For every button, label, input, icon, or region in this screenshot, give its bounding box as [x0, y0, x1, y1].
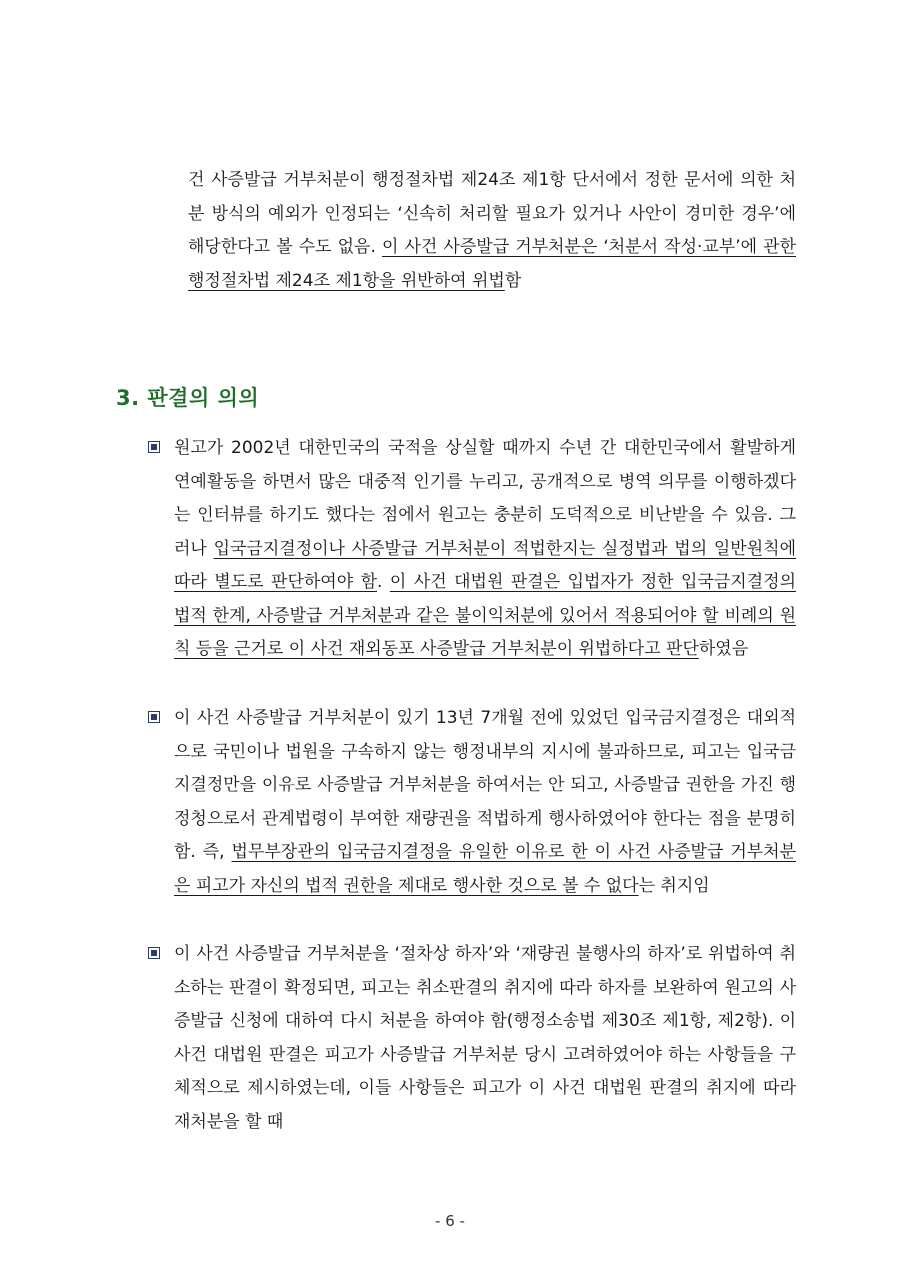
paragraph-text: 함	[504, 270, 522, 291]
square-bullet-icon	[148, 947, 160, 959]
square-bullet-icon	[148, 711, 160, 723]
underlined-text: 법무부장관의 입국금지결정을 유일한 이유로 한 이 사건 사증발급 거부처분은 피고가 자신의 법적 권한을 제대로 행사한 것으로 볼 수 없다	[174, 842, 797, 896]
paragraph-text: 건 사증발급 거부처분이 행정절차법 제24조 제1항 단서에서 정한 문서에 의한 처분 방식의 예외가 인정되는 ‘신속히 처리할 필요가 있거나 사안이 경미한 경우’에 해당한다고 볼 수도 없음.	[188, 170, 796, 257]
underlined-text: 입국금지결정이나 사증발급 거부처분이 적법한지는 실정법과 법의 일반원칙에 따라 별도로 판단하여야 함	[174, 538, 796, 592]
bullet-text	[174, 702, 796, 903]
page-number: - 6 -	[435, 1212, 465, 1230]
bullet-item	[148, 938, 796, 1139]
bullet-item	[148, 702, 796, 903]
paragraph-text: 이 사건 사증발급 거부처분이 있기 13년 7개월 전에 있었던 입국금지결정은 대외적으로 국민이나 법원을 구속하지 않는 행정내부의 지시에 불과하므로, 피고는 입국금지결정만을 이유로 사증발급 거부처분을 하여서는 안 되고, 사증발급 권한을 가진 행정청으로서 관계법령이 부여한 재량권을 적법하게 행사하였어야 한다는 점을 분명히 함. 즉,	[174, 708, 796, 862]
bullet-text	[174, 938, 796, 1139]
underlined-text: 이 사건 사증발급 거부처분은 ‘처분서 작성·교부’에 관한 행정절차법 제24조 제1항을 위반하여 위법	[188, 237, 796, 291]
bullet-item	[148, 432, 796, 667]
bullet-text	[174, 432, 796, 667]
paragraph-text: 원고가 2002년 대한민국의 국적을 상실할 때까지 수년 간 대한민국에서 활발하게 연예활동을 하면서 많은 대중적 인기를 누리고, 공개적으로 병역 의무를 이행하겠다는 인터뷰를 하기도 했다는 점에서 원고는 충분히 도덕적으로 비난받을 수 있음. 그러나	[174, 438, 796, 559]
paragraph-text: .	[377, 572, 390, 592]
paragraph-text: 는 취지임	[638, 875, 710, 896]
paragraph-text: 하였음	[698, 639, 749, 659]
paragraph-text: 이 사건 사증발급 거부처분을 ‘절차상 하자’와 ‘재량권 불행사의 하자’로 위법하여 취소하는 판결이 확정되면, 피고는 취소판결의 취지에 따라 하자를 보완하여 원고의 사증발급 신청에 대하여 다시 처분을 하여야 함(행정소송법 제30조 제1항, 제2항). 이 사건 대법원 판결은 피고가 사증발급 거부처분 당시 고려하였어야 하는 사항들을 구체적으로 제시하였는데, 이들 사항들은 피고가 이 사건 대법원 판결의 취지에 따라 재처분을 할 때	[174, 944, 796, 1132]
section-heading: 3. 판결의 의의	[116, 386, 260, 410]
square-bullet-icon	[148, 441, 160, 453]
continued-paragraph	[188, 164, 796, 298]
underlined-text: 이 사건 대법원 판결은 입법자가 정한 입국금지결정의 법적 한계, 사증발급 거부처분과 같은 불이익처분에 있어서 적용되어야 할 비례의 원칙 등을 근거로 이 사건 재외동포 사증발급 거부처분이 위법하다고 판단	[174, 572, 796, 659]
